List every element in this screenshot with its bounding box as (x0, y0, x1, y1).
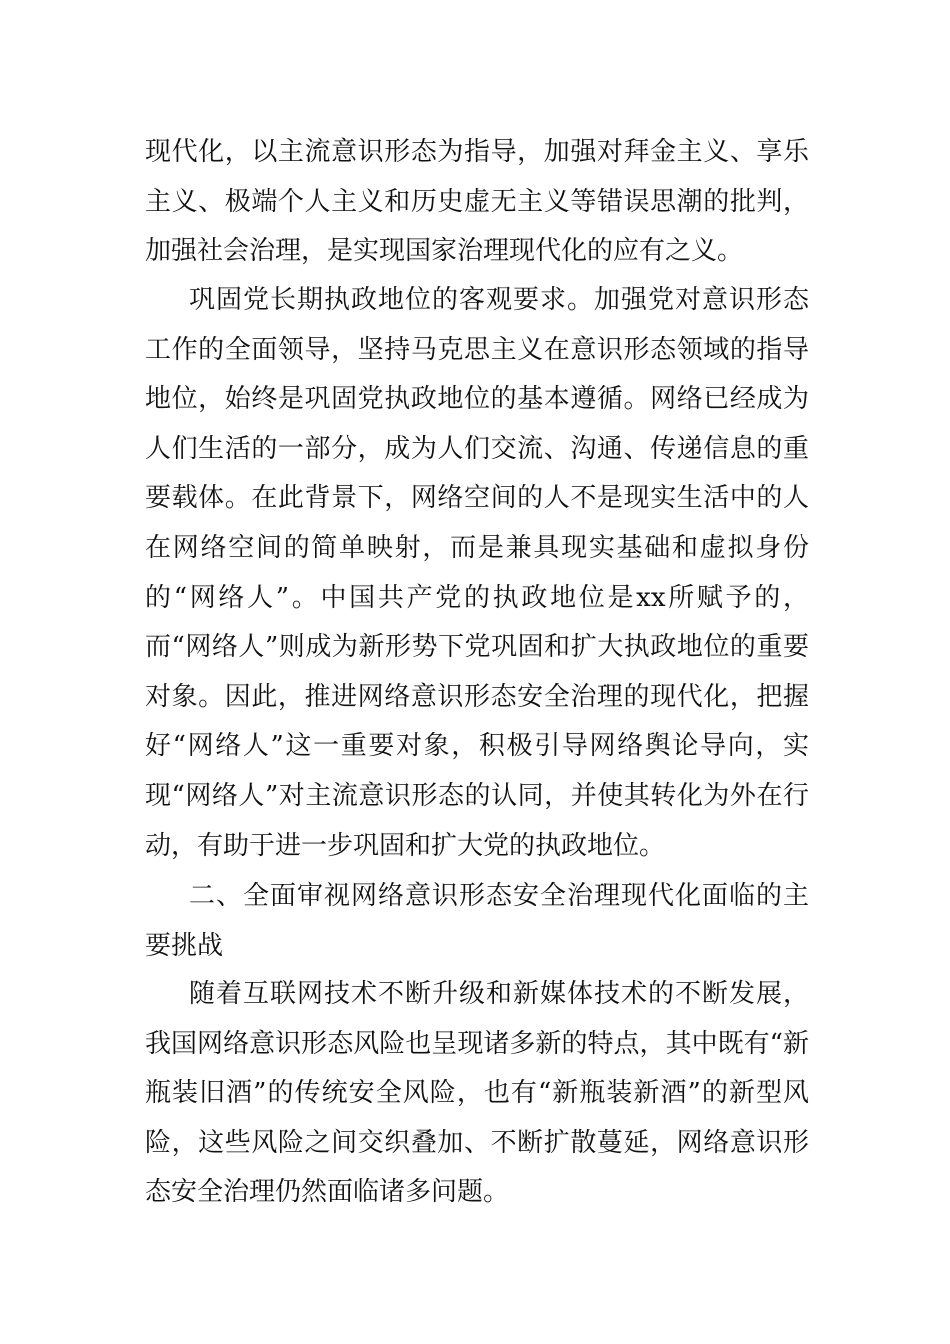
paragraph-ruling-position: 巩固党长期执政地位的客观要求。加强党对意识形态工作的全面领导，坚持马克思主义在意识形态领域的指导地位，始终是巩固党执政地位的基本遵循。网络已经成为人们生活的一部分，成为人们交流、沟通、传递信息的重要载体。在此背景下，网络空间的人不是现实生活中的人在网络空间的简单映射，而是兼具现实基础和虚拟身份的“网络人”。中国共产党的执政地位是xx所赋予的，而“网络人”则成为新形势下党巩固和扩大执政地位的重要对象。因此，推进网络意识形态安全治理的现代化，把握好“网络人”这一重要对象，积极引导网络舆论导向，实现“网络人”对主流意识形态的认同，并使其转化为外在行动，有助于进一步巩固和扩大党的执政地位。 (145, 285, 809, 861)
section-heading-challenges: 二、全面审视网络意识形态安全治理现代化面临的主要挑战 (145, 881, 809, 961)
paragraph-risk-characteristics: 随着互联网技术不断升级和新媒体技术的不断发展，我国网络意识形态风险也呈现诸多新的特点，其中既有“新瓶装旧酒”的传统安全风险，也有“新瓶装新酒”的新型风险，这些风险之间交织叠加、不断扩散蔓延，网络意识形态安全治理仍然面临诸多问题。 (145, 979, 809, 1208)
paragraph-continuation: 现代化，以主流意识形态为指导，加强对拜金主义、享乐主义、极端个人主义和历史虚无主义等错误思潮的批判，加强社会治理，是实现国家治理现代化的应有之义。 (145, 137, 809, 267)
